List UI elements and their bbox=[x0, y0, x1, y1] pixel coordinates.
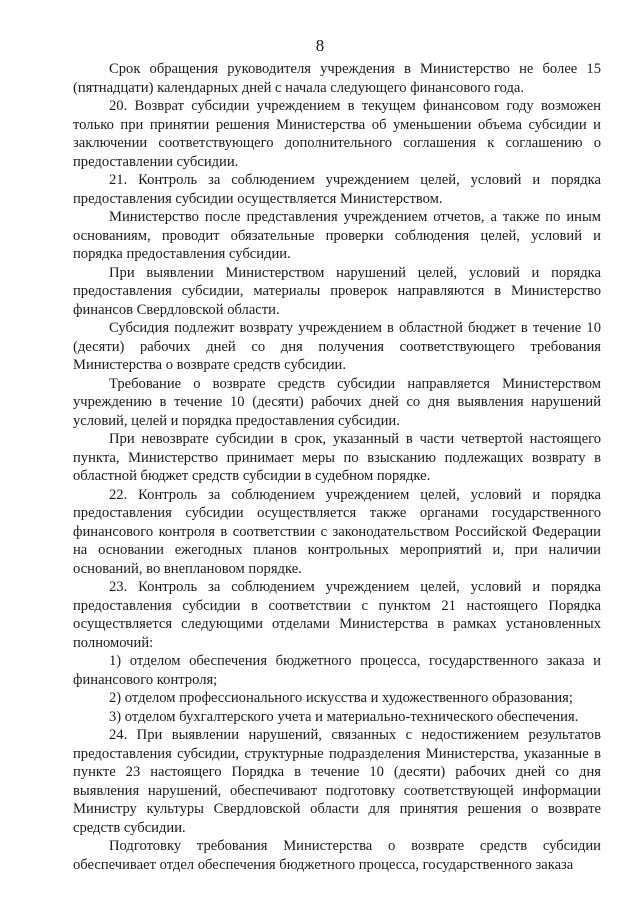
paragraph-violations: При выявлении Министерством нарушений целей, условий и порядка предоставления субсидии, материалы проверок направляются в Министерство финансов Свердловской области. bbox=[73, 264, 601, 318]
paragraph-requirement-prep: Подготовку требования Министерства о возврате средств субсидии обеспечивает отдел обеспечения бюджетного процесса, государственного заказа bbox=[73, 838, 601, 873]
paragraph-24: 24. При выявлении нарушений, связанных с недостижением результатов предоставления субсидии, структурные подразделения Министерства, указанные в пункте 23 настоящего Порядка в течение 10 (десяти) рабочих дней со дня выявления нарушений, обеспечивают подготовку соответствующей информации Министру культуры Свердловской области для принятия решения о возврате средств субсидии. bbox=[73, 727, 601, 836]
paragraph-inspections: Министерство после представления учреждением отчетов, а также по иным основаниям, проводит обязательные проверки соблюдения целей, условий и порядка предоставления субсидии. bbox=[73, 209, 601, 262]
list-item-2: 2) отделом профессионального искусства и художественного образования; bbox=[109, 690, 573, 706]
list-item-1: 1) отделом обеспечения бюджетного процесса, государственного заказа и финансового контроля; bbox=[73, 653, 601, 688]
paragraph-deadline: Срок обращения руководителя учреждения в Министерство не более 15 (пятнадцати) календарных дней с начала следующего финансового года. bbox=[73, 61, 601, 96]
paragraph-20: 20. Возврат субсидии учреждением в текущем финансовом году возможен только при принятии решения Министерства об уменьшении объема субсидии и заключении соответствующего дополнительного соглашения к соглашению о предоставлении субсидии. bbox=[73, 98, 601, 170]
paragraph-requirement: Требование о возврате средств субсидии направляется Министерством учреждению в течение 10 (десяти) рабочих дней со дня выявления нарушений условий, целей и порядка предоставления субсидии. bbox=[73, 375, 601, 429]
document-body bbox=[73, 60, 601, 874]
paragraph-22: 22. Контроль за соблюдением учреждением целей, условий и порядка предоставления субсидии осуществляется также органами государственного финансового контроля в соответствии с законодательством Российской Федерации на основании ежегодных планов контрольных мероприятий и, при наличии оснований, во внеплановом порядке. bbox=[73, 486, 601, 577]
paragraph-21: 21. Контроль за соблюдением учреждением целей, условий и порядка предоставления субсидии осуществляется Министерством. bbox=[73, 172, 601, 207]
paragraph-nonrefund: При невозврате субсидии в срок, указанный в части четвертой настоящего пункта, Министерство принимает меры по взысканию подлежащих возврату в областной бюджет средств субсидии в судебном порядке. bbox=[73, 431, 601, 484]
paragraph-refund: Субсидия подлежит возврату учреждением в областной бюджет в течение 10 (десяти) рабочих дней со дня получения соответствующего требования Министерства о возврате средств субсидии. bbox=[73, 320, 601, 373]
list-item-3: 3) отделом бухгалтерского учета и материально-технического обеспечения. bbox=[109, 708, 579, 725]
page-number: 8 bbox=[315, 36, 325, 55]
paragraph-23: 23. Контроль за соблюдением учреждением целей, условий и порядка предоставления субсидии в соответствии с пунктом 21 настоящего Порядка осуществляется следующими отделами Министерства в рамках установленных полномочий: bbox=[73, 579, 601, 651]
